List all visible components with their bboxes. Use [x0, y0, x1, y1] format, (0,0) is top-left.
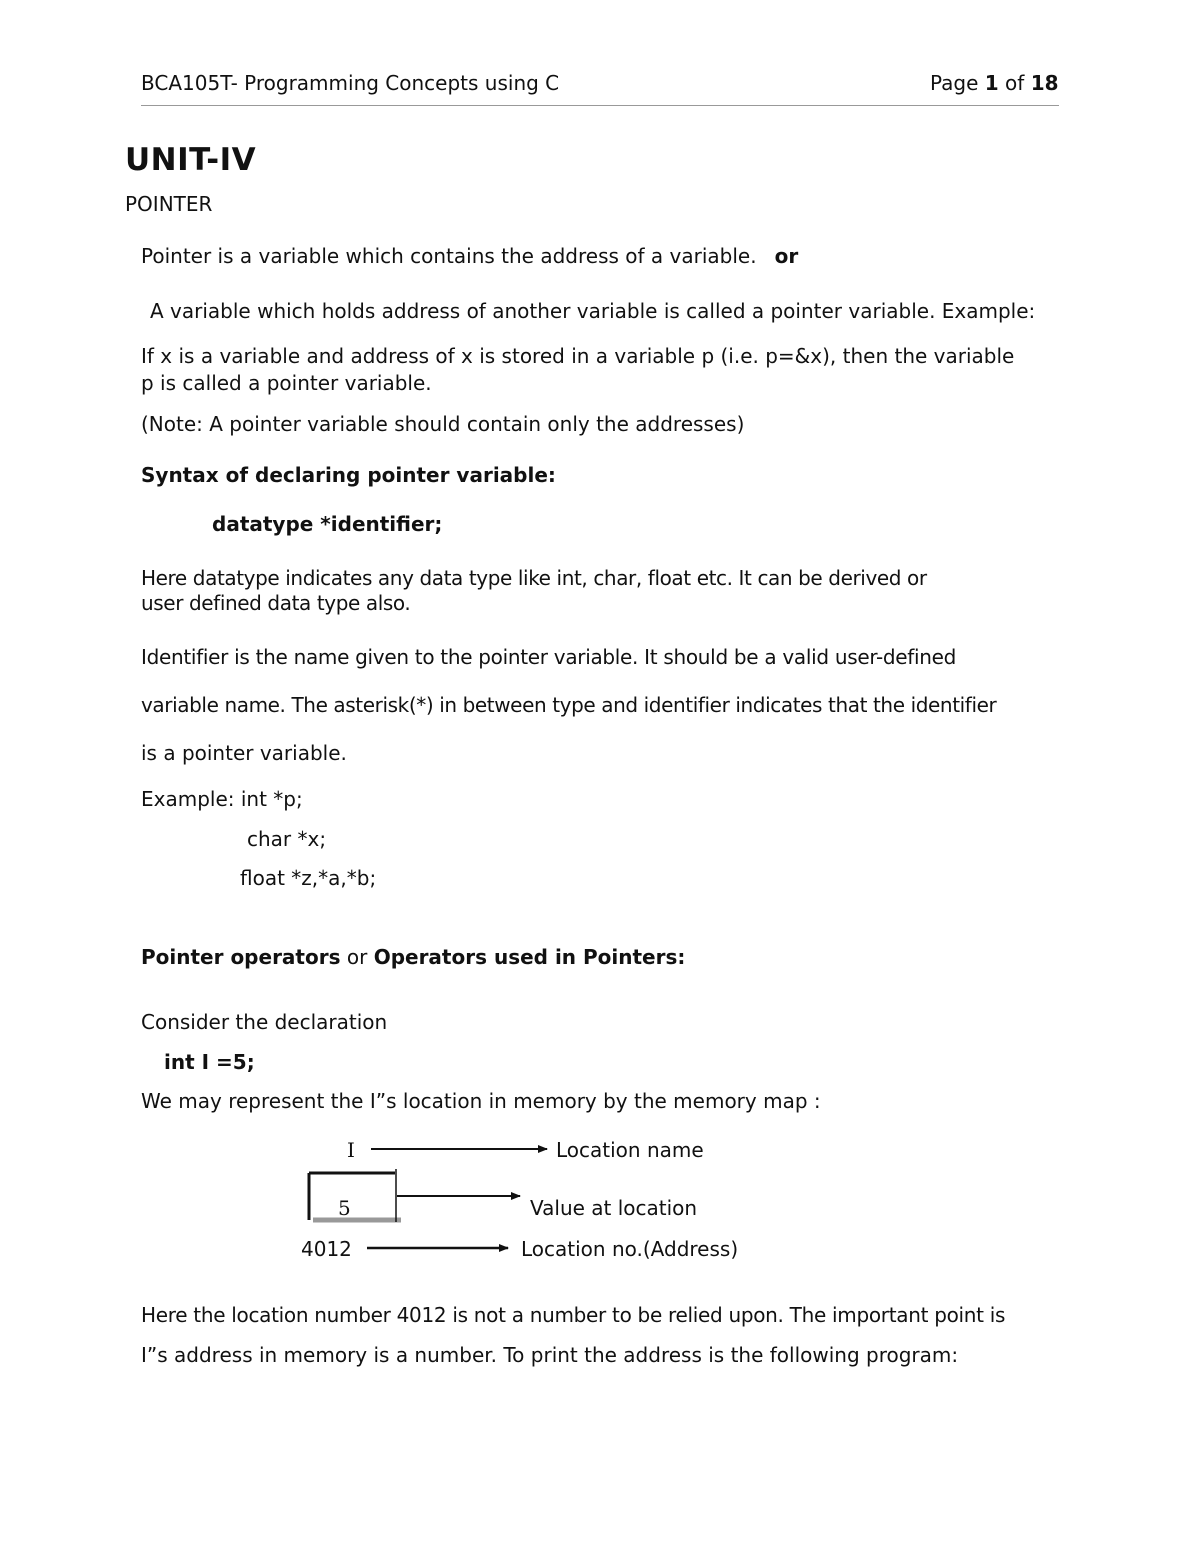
example-line-1: Example: int *p;: [141, 787, 303, 811]
syntax-desc-2a: Identifier is the name given to the pointer variable. It should be a valid user-defined: [141, 645, 957, 669]
definition-note: (Note: A pointer variable should contain only the addresses): [141, 412, 745, 436]
example-line-3: float *z,*a,*b;: [240, 866, 377, 890]
definition-line-2: A variable which holds address of another variable is called a pointer variable. Example:: [150, 299, 1036, 323]
definition-line-1: Pointer is a variable which contains the address of a variable. or: [141, 244, 799, 268]
unit-title: UNIT-IV: [125, 142, 257, 178]
syntax-desc-1a: Here datatype indicates any data type like int, char, float etc. It can be derived or: [141, 566, 927, 590]
memory-map-intro: We may represent the I”s location in memory by the memory map :: [141, 1089, 821, 1113]
page-number: Page 1 of 18: [930, 71, 1059, 95]
location-var-name: I: [347, 1138, 355, 1162]
document-header-title: BCA105T- Programming Concepts using C: [141, 71, 560, 95]
definition-line-3b: p is called a pointer variable.: [141, 371, 432, 395]
memory-cell-value: 5: [338, 1196, 351, 1220]
syntax-desc-1b: user defined data type also.: [141, 591, 411, 615]
syntax-desc-2c: is a pointer variable.: [141, 741, 347, 765]
location-address: 4012: [301, 1237, 352, 1261]
location-address-label: Location no.(Address): [521, 1237, 739, 1261]
declaration-code: int I =5;: [164, 1050, 255, 1074]
location-name-label: Location name: [556, 1138, 704, 1162]
consider-text: Consider the declaration: [141, 1010, 388, 1034]
value-at-location-label: Value at location: [530, 1196, 698, 1220]
syntax-code: datatype *identifier;: [212, 512, 443, 536]
definition-line-3a: If x is a variable and address of x is stored in a variable p (i.e. p=&x), then the variable: [141, 344, 1015, 368]
closing-line-1: Here the location number 4012 is not a number to be relied upon. The important point is: [141, 1303, 1006, 1327]
section-label: POINTER: [125, 192, 213, 216]
syntax-heading: Syntax of declaring pointer variable:: [141, 463, 556, 487]
closing-line-2: I”s address in memory is a number. To print the address is the following program:: [141, 1343, 959, 1367]
operators-heading: Pointer operators or Operators used in Pointers:: [141, 945, 686, 969]
syntax-desc-2b: variable name. The asterisk(*) in between type and identifier indicates that the identifier: [141, 693, 997, 717]
example-line-2: char *x;: [247, 827, 327, 851]
